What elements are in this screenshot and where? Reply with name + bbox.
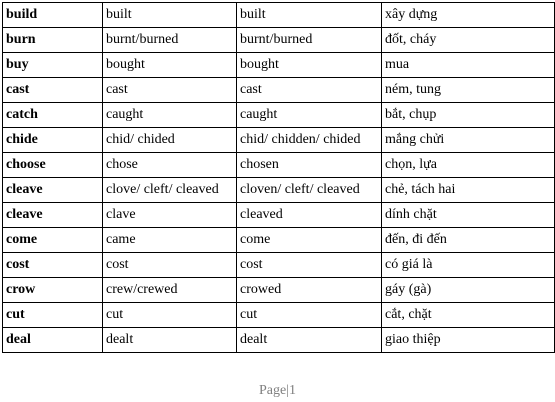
base-form-cell: deal — [3, 328, 103, 353]
past-participle-cell: come — [237, 228, 382, 253]
past-participle-cell: chosen — [237, 153, 382, 178]
table-row — [3, 3, 555, 28]
past-simple-cell: caught — [103, 103, 237, 128]
table-row — [3, 203, 555, 228]
meaning-cell: chọn, lựa — [382, 153, 555, 178]
meaning-cell: bắt, chụp — [382, 103, 555, 128]
meaning-cell: giao thiệp — [382, 328, 555, 353]
meaning-cell: cắt, chặt — [382, 303, 555, 328]
meaning-cell: có giá là — [382, 253, 555, 278]
base-form-cell: choose — [3, 153, 103, 178]
past-participle-cell: dealt — [237, 328, 382, 353]
table-row — [3, 303, 555, 328]
verb-table-body — [3, 3, 555, 353]
past-participle-cell: crowed — [237, 278, 382, 303]
base-form-cell: burn — [3, 28, 103, 53]
past-simple-cell: built — [103, 3, 237, 28]
table-row — [3, 153, 555, 178]
past-participle-cell: cloven/ cleft/ cleaved — [237, 178, 382, 203]
past-participle-cell: cleaved — [237, 203, 382, 228]
meaning-cell: mua — [382, 53, 555, 78]
base-form-cell: come — [3, 228, 103, 253]
table-row — [3, 103, 555, 128]
base-form-cell: buy — [3, 53, 103, 78]
meaning-cell: đến, đi đến — [382, 228, 555, 253]
base-form-cell: cast — [3, 78, 103, 103]
past-simple-cell: dealt — [103, 328, 237, 353]
table-row — [3, 228, 555, 253]
table-row — [3, 328, 555, 353]
meaning-cell: ném, tung — [382, 78, 555, 103]
table-row — [3, 178, 555, 203]
past-simple-cell: clave — [103, 203, 237, 228]
past-simple-cell: cost — [103, 253, 237, 278]
meaning-cell: đốt, cháy — [382, 28, 555, 53]
base-form-cell: cut — [3, 303, 103, 328]
table-row — [3, 28, 555, 53]
past-simple-cell: cast — [103, 78, 237, 103]
meaning-cell: chẻ, tách hai — [382, 178, 555, 203]
past-simple-cell: chose — [103, 153, 237, 178]
past-simple-cell: crew/crewed — [103, 278, 237, 303]
base-form-cell: chide — [3, 128, 103, 153]
past-participle-cell: chid/ chidden/ chided — [237, 128, 382, 153]
table-row — [3, 128, 555, 153]
past-participle-cell: caught — [237, 103, 382, 128]
past-participle-cell: cost — [237, 253, 382, 278]
table-row — [3, 78, 555, 103]
past-participle-cell: cut — [237, 303, 382, 328]
base-form-cell: build — [3, 3, 103, 28]
page-number: Page|1 — [258, 383, 297, 398]
meaning-cell: xây dựng — [382, 3, 555, 28]
past-simple-cell: came — [103, 228, 237, 253]
meaning-cell: dính chặt — [382, 203, 555, 228]
past-simple-cell: burnt/burned — [103, 28, 237, 53]
past-simple-cell: bought — [103, 53, 237, 78]
past-participle-cell: burnt/burned — [237, 28, 382, 53]
base-form-cell: crow — [3, 278, 103, 303]
past-participle-cell: built — [237, 3, 382, 28]
past-simple-cell: cut — [103, 303, 237, 328]
past-participle-cell: bought — [237, 53, 382, 78]
past-simple-cell: chid/ chided — [103, 128, 237, 153]
base-form-cell: cleave — [3, 178, 103, 203]
irregular-verbs-table — [2, 2, 555, 353]
past-simple-cell: clove/ cleft/ cleaved — [103, 178, 237, 203]
base-form-cell: cleave — [3, 203, 103, 228]
table-row — [3, 278, 555, 303]
table-row — [3, 253, 555, 278]
past-participle-cell: cast — [237, 78, 382, 103]
meaning-cell: gáy (gà) — [382, 278, 555, 303]
meaning-cell: mắng chửi — [382, 128, 555, 153]
base-form-cell: cost — [3, 253, 103, 278]
base-form-cell: catch — [3, 103, 103, 128]
table-row — [3, 53, 555, 78]
